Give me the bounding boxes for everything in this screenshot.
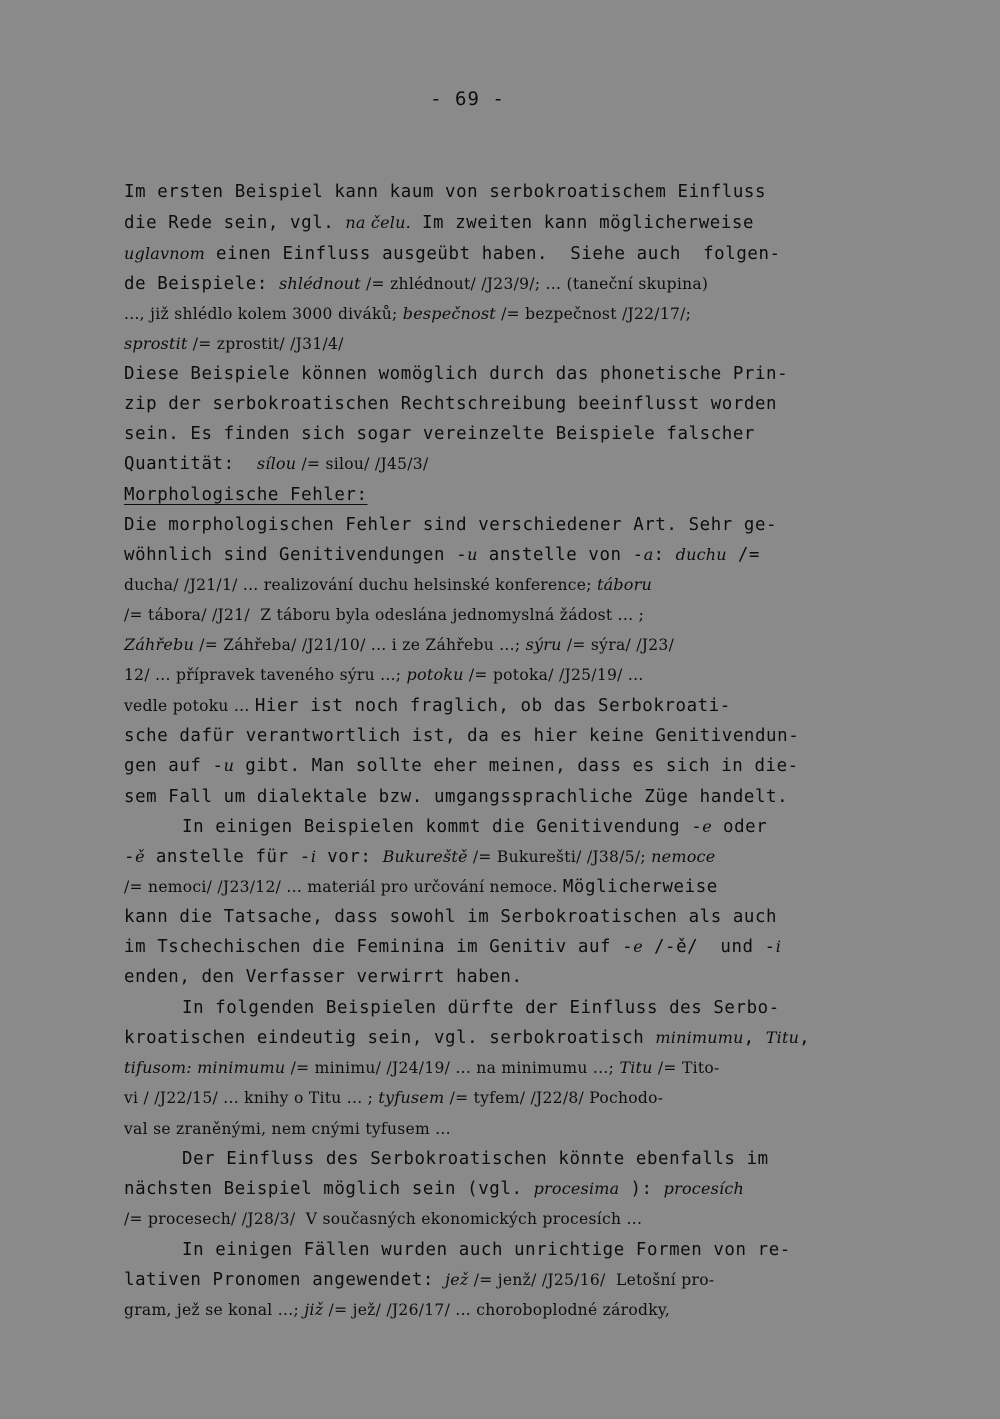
italic-term: i <box>775 937 782 956</box>
text-segment: /= minimu/ /J24/19/ ... na minimumu ...; <box>285 1059 620 1077</box>
text-segment: Die morphologischen Fehler sind verschiedener Art. Sehr ge- <box>124 515 778 535</box>
text-segment: vor: <box>316 847 383 867</box>
italic-term: sílou <box>256 454 297 473</box>
text-segment: kann die Tatsache, dass sowohl im Serbokroatischen als auch <box>124 907 778 927</box>
text-segment: einen Einfluss ausgeübt haben. Siehe auch folgen- <box>204 244 781 264</box>
text-segment: : <box>653 545 676 565</box>
text-segment: /= <box>726 545 760 565</box>
text-segment: , <box>799 1028 811 1048</box>
text-segment: anstelle für - <box>144 847 311 867</box>
italic-term: shlédnout <box>278 274 361 293</box>
text-line <box>124 1086 663 1110</box>
italic-term: nemoce <box>651 847 716 866</box>
page-number: - 69 - <box>430 88 505 110</box>
italic-term: již <box>304 1300 324 1319</box>
text-line <box>124 1117 451 1141</box>
italic-term: Záhřebu <box>124 635 195 654</box>
italic-term: a <box>643 545 654 564</box>
text-segment: In einigen Beispielen kommt die Genitivendung - <box>182 817 703 837</box>
text-segment: gen auf - <box>124 756 224 776</box>
italic-term: procesima <box>533 1179 620 1198</box>
text-segment: gram, jež se konal ...; <box>124 1301 305 1319</box>
text-segment: ): <box>619 1179 664 1199</box>
text-segment: /= zhlédnout/ /J23/9/; ... (taneční skupina) <box>360 275 709 293</box>
text-segment: /= tyfem/ /J22/8/ Pochodo- <box>444 1089 664 1107</box>
text-segment: Hier ist noch fraglich, ob das Serbokroati- <box>254 696 731 716</box>
text-line <box>124 875 718 899</box>
text-line <box>124 483 368 507</box>
italic-term: uglavnom <box>124 244 205 263</box>
italic-term: jež <box>445 1270 469 1289</box>
text-segment: /= sýra/ /J23/ <box>561 636 675 654</box>
text-segment: ..., již shlédlo kolem 3000 diváků; <box>124 305 403 323</box>
italic-term: tyfusem <box>378 1088 445 1107</box>
text-segment: /= zprostit/ /J31/4/ <box>187 335 344 353</box>
text-segment: anstelle von - <box>477 545 644 565</box>
text-line <box>124 422 755 446</box>
text-line <box>124 1177 744 1201</box>
text-segment: /= procesech/ /J28/3/ V současných ekonomických procesích ... <box>124 1210 643 1228</box>
italic-term: Bukureště <box>382 847 468 866</box>
italic-term: minimumu <box>655 1028 744 1047</box>
text-segment: kroatischen eindeutig sein, vgl. serbokroatisch <box>124 1028 656 1048</box>
text-line <box>124 211 754 235</box>
text-segment: gibt. Man sollte eher meinen, dass es sich in die- <box>234 756 799 776</box>
text-segment: Diese Beispiele können womöglich durch das phonetische Prin- <box>124 364 789 384</box>
text-line <box>124 332 344 356</box>
italic-term: duchu <box>675 545 727 564</box>
text-line <box>124 1026 810 1050</box>
italic-term: táboru <box>596 575 652 594</box>
italic-term: potoku <box>406 665 464 684</box>
text-segment: Der Einfluss des Serbokroatischen könnte ebenfalls im <box>182 1149 769 1169</box>
italic-term: procesích <box>663 1179 745 1198</box>
text-segment: /= bezpečnost /J22/17/; <box>495 305 692 323</box>
italic-term: bespečnost <box>402 304 496 323</box>
italic-term: e <box>702 817 712 836</box>
text-segment: Im zweiten kann möglicherweise <box>410 213 755 233</box>
section-heading: Morphologische Fehler: <box>124 485 368 505</box>
text-line <box>124 302 691 326</box>
italic-term: ě <box>135 847 145 866</box>
text-line <box>124 724 799 748</box>
italic-term: Titu <box>765 1028 800 1047</box>
text-segment: nächsten Beispiel möglich sein (vgl. <box>124 1179 534 1199</box>
text-segment: de Beispiele: <box>124 274 279 294</box>
text-line <box>124 543 760 567</box>
italic-term: u <box>467 545 478 564</box>
text-segment: lativen Pronomen angewendet: <box>124 1270 446 1290</box>
text-segment: , <box>743 1028 766 1048</box>
text-line <box>124 513 777 537</box>
text-segment: val se zraněnými, nem cnými tyfusem ... <box>124 1120 451 1138</box>
text-line <box>124 573 652 597</box>
text-segment: Möglicherweise <box>562 877 718 897</box>
text-line <box>124 1268 714 1292</box>
text-segment: ducha/ /J21/1/ ... realizování duchu helsinské konference; <box>124 576 597 594</box>
text-line <box>124 242 781 266</box>
italic-term: e <box>633 937 643 956</box>
text-line <box>124 965 523 989</box>
text-segment: Im ersten Beispiel kann kaum von serbokroatischem Einfluss <box>124 182 767 202</box>
text-segment: sein. Es finden sich sogar vereinzelte Beispiele falscher <box>124 424 755 444</box>
text-segment: /= silou/ /J45/3/ <box>296 455 429 473</box>
text-segment: /= jenž/ /J25/16/ Letošní pro- <box>468 1271 715 1289</box>
text-segment: wöhnlich sind Genitivendungen - <box>124 545 468 565</box>
text-line <box>124 905 777 929</box>
text-line <box>124 452 429 476</box>
text-segment: oder <box>711 817 768 837</box>
italic-term: i <box>310 847 317 866</box>
text-segment: im Tschechischen die Feminina im Genitiv auf - <box>124 937 634 957</box>
text-segment: vedle potoku ... <box>124 697 255 715</box>
text-segment: sche dafür verantwortlich ist, da es hier keine Genitivendun- <box>124 726 800 746</box>
text-line <box>124 1298 670 1322</box>
italic-term: sýru <box>525 635 562 654</box>
text-line <box>124 392 777 416</box>
text-line <box>124 633 674 657</box>
text-line <box>182 815 767 839</box>
text-segment: /= tábora/ /J21/ Z táboru byla odeslána jednomyslná žádost ... ; <box>124 606 645 624</box>
text-segment: In einigen Fällen wurden auch unrichtige Formen von re- <box>182 1240 791 1260</box>
text-line <box>124 694 731 718</box>
italic-term: u <box>223 756 235 775</box>
text-segment: /= potoka/ /J25/19/ ... <box>463 666 644 684</box>
italic-term: Titu <box>619 1058 653 1077</box>
italic-term: na čelu. <box>345 213 411 232</box>
text-line <box>124 845 715 869</box>
text-line <box>182 996 780 1020</box>
text-line <box>124 1056 720 1080</box>
text-line <box>124 362 788 386</box>
text-segment: zip der serbokroatischen Rechtschreibung beeinflusst worden <box>124 394 778 414</box>
text-segment: /= Bukurešti/ /J38/5/; <box>467 848 652 866</box>
text-segment: /= Tito- <box>652 1059 720 1077</box>
text-segment: enden, den Verfasser verwirrt haben. <box>124 967 523 987</box>
text-segment: /= Záhřeba/ /J21/10/ ... i ze Záhřebu ...; <box>194 636 526 654</box>
text-segment: die Rede sein, vgl. <box>124 213 346 233</box>
text-line <box>182 1238 791 1262</box>
text-line <box>124 754 799 778</box>
text-segment: 12/ ... přípravek taveného sýru ...; <box>124 666 407 684</box>
text-segment: - <box>124 847 136 867</box>
text-segment: vi / /J22/15/ ... knihy o Titu ... ; <box>124 1089 379 1107</box>
text-line <box>124 180 766 204</box>
text-segment: In folgenden Beispielen dürfte der Einfluss des Serbo- <box>182 998 780 1018</box>
text-segment: /-ě/ und - <box>642 937 776 957</box>
text-line <box>124 1207 642 1231</box>
text-segment: /= nemoci/ /J23/12/ ... materiál pro určování nemoce. <box>124 878 563 896</box>
italic-term: sprostit <box>124 334 188 353</box>
text-segment: sem Fall um dialektale bzw. umgangssprachliche Züge handelt. <box>124 787 789 807</box>
text-line <box>124 272 708 296</box>
text-line <box>182 1147 769 1171</box>
text-segment: Quantität: <box>124 454 257 474</box>
italic-term: tifusom: minimumu <box>124 1058 286 1077</box>
text-line <box>124 603 644 627</box>
text-line <box>124 663 644 687</box>
text-line <box>124 935 781 959</box>
text-line <box>124 785 788 809</box>
text-segment: /= jež/ /J26/17/ ... choroboplodné zárodky, <box>323 1301 671 1319</box>
